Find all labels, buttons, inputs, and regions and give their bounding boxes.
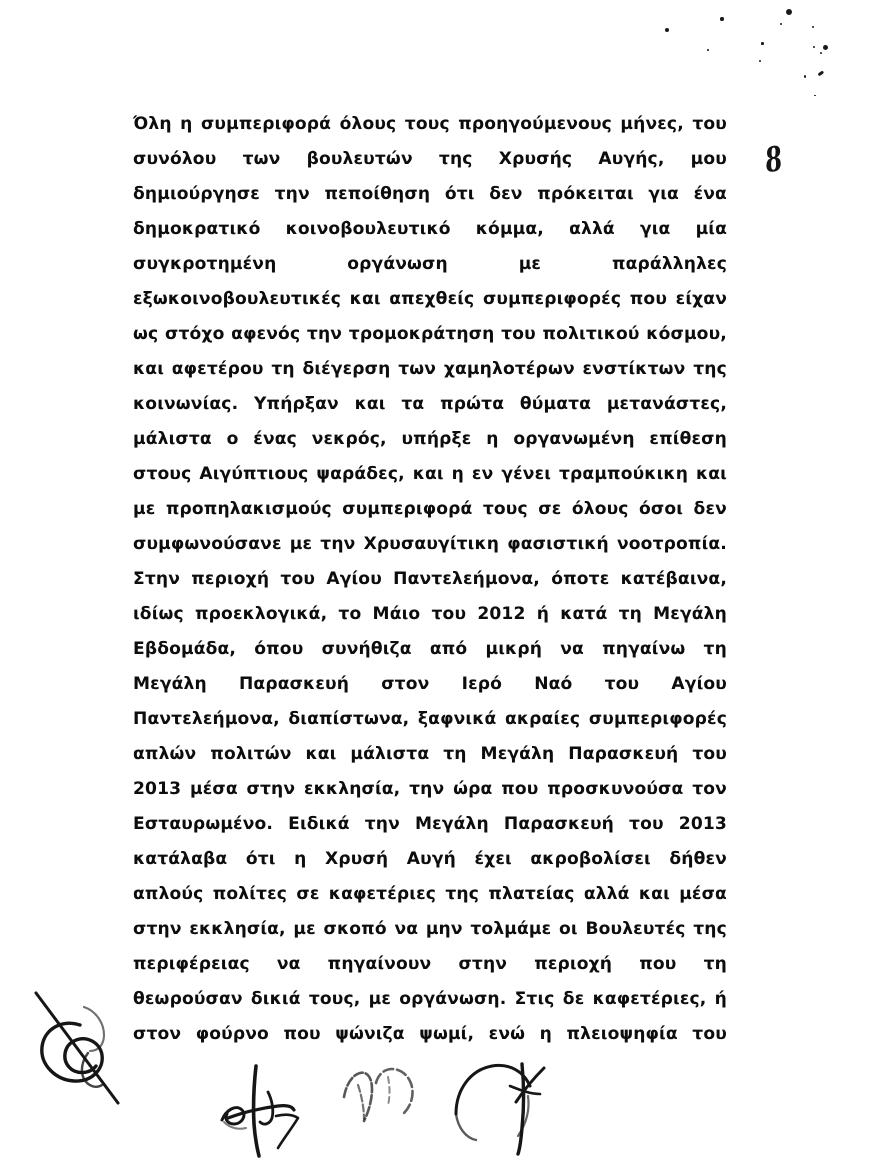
signature-stroke bbox=[254, 1066, 259, 1156]
signature-center-three bbox=[450, 1058, 560, 1158]
text-line bbox=[133, 317, 727, 352]
text-word: Εβδομάδα, bbox=[133, 639, 237, 659]
text-word: τον bbox=[692, 779, 727, 799]
signature-center-two bbox=[338, 1063, 434, 1141]
document-body-text bbox=[133, 107, 727, 1052]
text-word: περιοχή bbox=[191, 569, 270, 589]
text-word: ενώ bbox=[488, 1024, 526, 1044]
text-word: της bbox=[438, 149, 473, 169]
noise-speck bbox=[665, 28, 669, 32]
text-word: την bbox=[320, 534, 356, 554]
signature-diagonal-stroke bbox=[36, 993, 118, 1103]
text-word: της bbox=[693, 359, 727, 379]
text-word: η bbox=[180, 114, 193, 134]
text-word: η bbox=[294, 849, 307, 869]
text-word: Αυγή bbox=[406, 849, 456, 869]
text-word: στην bbox=[133, 919, 182, 939]
text-word: ο bbox=[226, 429, 239, 449]
text-word: που bbox=[501, 779, 539, 799]
text-word: 2013 bbox=[133, 779, 182, 799]
text-word: μην bbox=[425, 919, 463, 939]
text-word: προσκυνούσα bbox=[547, 779, 684, 799]
text-word: ψωμί, bbox=[419, 1024, 475, 1044]
text-word: χαμηλοτέρων bbox=[443, 359, 575, 379]
text-word: που bbox=[283, 1024, 321, 1044]
text-word: Υπήρξαν bbox=[254, 394, 339, 414]
signature-stroke bbox=[82, 1053, 102, 1087]
text-word: ψώνιζα bbox=[335, 1024, 405, 1044]
noise-speck bbox=[814, 95, 816, 96]
text-word: σε bbox=[296, 884, 320, 904]
text-word: το bbox=[338, 604, 362, 624]
signature-stroke bbox=[222, 1108, 244, 1124]
signature-stroke bbox=[516, 1068, 544, 1102]
noise-speck bbox=[813, 46, 815, 48]
text-word: Μεγάλη bbox=[480, 744, 555, 764]
text-word: συνόλου bbox=[133, 149, 217, 169]
text-word: να bbox=[560, 639, 584, 659]
text-word: με bbox=[293, 919, 316, 939]
text-word: προεκλογικά, bbox=[195, 604, 328, 624]
text-word: με bbox=[518, 254, 542, 274]
text-word: αφετέρου bbox=[171, 359, 264, 379]
text-line bbox=[133, 947, 727, 982]
text-word: της bbox=[693, 919, 727, 939]
text-word: μικρή bbox=[485, 639, 543, 659]
text-word: δεν bbox=[489, 184, 523, 204]
text-word: ή bbox=[714, 989, 727, 1009]
text-line bbox=[133, 247, 727, 282]
signature-stroke bbox=[388, 1077, 390, 1105]
text-word: πλειοψηφία bbox=[566, 1024, 678, 1044]
text-word: ενστίκτων bbox=[582, 359, 686, 379]
text-word: για bbox=[639, 219, 671, 239]
noise-speck bbox=[820, 52, 822, 54]
text-word: μία bbox=[695, 219, 727, 239]
noise-speck bbox=[804, 75, 806, 78]
text-word: η bbox=[451, 464, 464, 484]
text-word: είχαν bbox=[675, 289, 727, 309]
text-word: στην bbox=[458, 954, 508, 974]
text-word: συμπεριφορά bbox=[200, 114, 332, 134]
signature-stroke bbox=[456, 1114, 476, 1140]
text-word: ακροβολίσει bbox=[530, 849, 651, 869]
text-line bbox=[133, 177, 727, 212]
text-word: 2013 bbox=[678, 814, 727, 834]
text-word: ξαφνικά bbox=[417, 709, 497, 729]
text-line bbox=[133, 387, 727, 422]
signature-stroke bbox=[344, 1073, 372, 1121]
text-line bbox=[133, 527, 727, 562]
signature-stroke bbox=[42, 1023, 102, 1081]
text-word: τη bbox=[271, 359, 295, 379]
text-word: τη bbox=[443, 744, 467, 764]
text-word: και bbox=[349, 289, 381, 309]
text-word: τους bbox=[404, 114, 450, 134]
noise-speck bbox=[786, 9, 792, 15]
text-word: απεχθείς bbox=[389, 289, 475, 309]
text-word: υπήρξε bbox=[401, 429, 472, 449]
text-word: όλους bbox=[571, 499, 629, 519]
text-word: του bbox=[604, 674, 640, 694]
text-word: Αγίου bbox=[326, 569, 382, 589]
text-word: στην bbox=[246, 779, 296, 799]
text-word: Αγίου bbox=[671, 674, 727, 694]
text-word: Ειδικά bbox=[288, 814, 350, 834]
text-word: να bbox=[276, 954, 301, 974]
text-word: δημιούργησε bbox=[133, 184, 260, 204]
text-line bbox=[133, 632, 727, 667]
text-line bbox=[133, 212, 727, 247]
text-word: ή bbox=[536, 604, 550, 624]
noise-speck bbox=[759, 60, 761, 62]
text-line bbox=[133, 597, 727, 632]
text-word: κατέβαινα, bbox=[620, 569, 727, 589]
text-word: ως bbox=[133, 324, 159, 344]
text-word: εξωκοινοβουλευτικές bbox=[133, 289, 342, 309]
text-word: Όλη bbox=[133, 114, 172, 134]
text-word: δικιά bbox=[250, 989, 301, 1009]
text-line bbox=[133, 492, 727, 527]
text-word: πρώτα bbox=[440, 394, 505, 414]
text-word: και bbox=[354, 394, 386, 414]
text-word: καφετέριες bbox=[328, 884, 437, 904]
signature-center-one bbox=[214, 1062, 326, 1162]
text-word: Παρασκευή bbox=[238, 674, 350, 694]
text-line bbox=[133, 667, 727, 702]
text-word: και bbox=[695, 464, 727, 484]
noise-speck bbox=[780, 23, 782, 25]
text-word: συμπεριφορές bbox=[482, 289, 622, 309]
text-line bbox=[133, 107, 727, 142]
text-line bbox=[133, 842, 727, 877]
text-word: Παρασκευή bbox=[503, 814, 614, 834]
text-word: ιδίως bbox=[133, 604, 184, 624]
signature-stroke bbox=[276, 1115, 298, 1148]
noise-speck bbox=[707, 49, 709, 51]
text-word: Ναό bbox=[534, 674, 573, 694]
text-word: που bbox=[629, 289, 668, 309]
text-line bbox=[133, 457, 727, 492]
signature-stroke bbox=[456, 1065, 530, 1114]
text-word: Βουλευτές bbox=[585, 919, 686, 939]
text-word: βουλευτών bbox=[306, 149, 413, 169]
text-word: συγκροτημένη bbox=[133, 254, 277, 274]
text-word: διέγερση bbox=[302, 359, 391, 379]
text-word: η bbox=[539, 1024, 552, 1044]
text-word: μέσα bbox=[679, 884, 727, 904]
text-word: του bbox=[692, 744, 727, 764]
text-word: 2012 bbox=[477, 604, 526, 624]
text-word: οργανωμένη bbox=[513, 429, 635, 449]
text-word: προπηλακισμούς bbox=[165, 499, 332, 519]
text-word: μήνες, bbox=[620, 114, 684, 134]
text-word: και bbox=[305, 744, 337, 764]
text-word: εκκλησία, bbox=[303, 779, 401, 799]
signature-stroke bbox=[224, 1122, 246, 1129]
text-word: πηγαίνουν bbox=[327, 954, 432, 974]
text-word: φούρνο bbox=[195, 1024, 269, 1044]
text-word: πολίτες bbox=[212, 884, 288, 904]
signature-stroke bbox=[358, 1085, 364, 1119]
text-word: μέσα bbox=[189, 779, 238, 799]
text-word: Χρυσής bbox=[498, 149, 573, 169]
text-word: ένα bbox=[693, 184, 727, 204]
text-word: πλατείας bbox=[488, 884, 575, 904]
text-word: συμπεριφορά bbox=[342, 499, 473, 519]
text-word: του bbox=[280, 569, 316, 589]
text-word: καφετέριες, bbox=[592, 989, 707, 1009]
text-line bbox=[133, 702, 727, 737]
text-word: Χρυσαυγίτικη bbox=[363, 534, 500, 554]
text-word: Στις bbox=[514, 989, 555, 1009]
signature-stroke bbox=[84, 1007, 104, 1051]
text-line bbox=[133, 877, 727, 912]
text-word: ότι bbox=[444, 184, 475, 204]
text-word: νεκρός, bbox=[311, 429, 387, 449]
text-word: δήθεν bbox=[669, 849, 727, 869]
text-word: απλούς bbox=[133, 884, 204, 904]
text-word: Χρυσή bbox=[325, 849, 389, 869]
text-word: τρομοκράτηση bbox=[348, 324, 495, 344]
text-word: τη bbox=[703, 954, 727, 974]
text-word: φασιστική bbox=[507, 534, 609, 554]
text-word: στον bbox=[381, 674, 430, 694]
text-word: που bbox=[639, 954, 677, 974]
text-line bbox=[133, 737, 727, 772]
text-word: όποτε bbox=[551, 569, 610, 589]
text-word: και bbox=[412, 464, 444, 484]
text-word: των bbox=[242, 149, 281, 169]
text-word: στους bbox=[133, 464, 192, 484]
text-word: πολιτών bbox=[210, 744, 292, 764]
text-word: του bbox=[629, 814, 664, 834]
text-word: ακραίες bbox=[504, 709, 581, 729]
noise-speck bbox=[761, 42, 764, 45]
text-word: για bbox=[648, 184, 679, 204]
text-word: περιοχή bbox=[534, 954, 613, 974]
text-word: όσοι bbox=[639, 499, 684, 519]
text-word: τους bbox=[482, 499, 528, 519]
text-word: του bbox=[692, 114, 727, 134]
text-word: θύματα bbox=[519, 394, 592, 414]
text-word: δε bbox=[562, 989, 585, 1009]
text-word: η bbox=[486, 429, 499, 449]
text-word: και bbox=[133, 359, 164, 379]
handwritten-page-number: 8 bbox=[762, 139, 786, 181]
text-word: εν bbox=[471, 464, 494, 484]
text-word: οι bbox=[559, 919, 578, 939]
text-word: τα bbox=[401, 394, 425, 414]
noise-speck bbox=[720, 17, 724, 21]
noise-speck bbox=[812, 26, 814, 28]
text-word: σκοπό bbox=[323, 919, 387, 939]
text-word: Αυγής, bbox=[598, 149, 665, 169]
text-word: Στην bbox=[133, 569, 180, 589]
text-word: κατά bbox=[560, 604, 608, 624]
text-word: αλλά bbox=[583, 884, 630, 904]
signature-stroke bbox=[518, 1064, 524, 1154]
text-line bbox=[133, 807, 727, 842]
text-word: γένει bbox=[501, 464, 552, 484]
text-word: πεποίθηση bbox=[324, 184, 431, 204]
text-word: των bbox=[398, 359, 437, 379]
text-line bbox=[133, 562, 727, 597]
text-word: σε bbox=[538, 499, 562, 519]
signature-stroke bbox=[260, 1092, 273, 1124]
signature-stroke bbox=[518, 1096, 529, 1136]
text-word: πηγαίνω bbox=[602, 639, 686, 659]
text-word: από bbox=[429, 639, 468, 659]
text-word: έχει bbox=[474, 849, 512, 869]
text-word: κόσμου, bbox=[646, 324, 727, 344]
text-word: του bbox=[692, 1024, 727, 1044]
text-word: την bbox=[306, 324, 343, 344]
text-line bbox=[133, 982, 727, 1017]
signature-stroke bbox=[228, 1106, 294, 1118]
text-word: τολμάμε bbox=[470, 919, 552, 939]
text-word: να bbox=[394, 919, 419, 939]
text-word: δεν bbox=[693, 499, 727, 519]
text-word: συμπεριφορές bbox=[588, 709, 727, 729]
text-line bbox=[133, 142, 727, 177]
text-line bbox=[133, 282, 727, 317]
text-word: κοινωνίας. bbox=[133, 394, 239, 414]
text-word: Παντελεήμονα, bbox=[393, 569, 540, 589]
text-word: ένας bbox=[253, 429, 297, 449]
text-word: κοινοβουλευτικό bbox=[285, 219, 451, 239]
text-word: νοοτροπία. bbox=[617, 534, 727, 554]
text-word: τη bbox=[703, 639, 727, 659]
text-word: Μάιο bbox=[372, 604, 421, 624]
text-word: μετανάστες, bbox=[606, 394, 727, 414]
text-line bbox=[133, 912, 727, 947]
text-word: με bbox=[133, 499, 156, 519]
text-word: δημοκρατικό bbox=[133, 219, 261, 239]
text-word: διαπίστωνα, bbox=[288, 709, 410, 729]
text-word: στον bbox=[133, 1024, 182, 1044]
text-word: απλών bbox=[133, 744, 197, 764]
text-word: Αιγύπτιους bbox=[199, 464, 309, 484]
text-word: μάλιστα bbox=[133, 429, 212, 449]
text-word: Παντελεήμονα, bbox=[133, 709, 280, 729]
text-word: Μεγάλη bbox=[653, 604, 727, 624]
text-word: προηγούμενους bbox=[458, 114, 612, 134]
text-word: τους, bbox=[308, 989, 361, 1009]
text-word: ώρα bbox=[453, 779, 493, 799]
text-word: αλλά bbox=[569, 219, 615, 239]
text-word: όπου bbox=[254, 639, 304, 659]
text-word: την bbox=[409, 779, 445, 799]
text-word: ψαράδες, bbox=[316, 464, 405, 484]
text-word: Μεγάλη bbox=[415, 814, 489, 834]
text-word: Μεγάλη bbox=[133, 674, 207, 694]
text-word: συνήθιζα bbox=[321, 639, 412, 659]
text-word: Παρασκευή bbox=[568, 744, 679, 764]
text-word: κόμμα, bbox=[475, 219, 544, 239]
noise-speck bbox=[818, 71, 824, 77]
signature-stroke bbox=[510, 1086, 540, 1094]
text-word: πολιτικού bbox=[542, 324, 640, 344]
text-word: ότι bbox=[245, 849, 276, 869]
text-line bbox=[133, 352, 727, 387]
text-word: περιφέρειας bbox=[133, 954, 250, 974]
text-word: κατάλαβα bbox=[133, 849, 228, 869]
text-word: και bbox=[638, 884, 670, 904]
text-word: της bbox=[445, 884, 480, 904]
text-word: του bbox=[431, 604, 467, 624]
text-line bbox=[133, 422, 727, 457]
text-word: τη bbox=[618, 604, 642, 624]
text-word: στόχο bbox=[164, 324, 225, 344]
text-word: τραμπούκικη bbox=[558, 464, 689, 484]
text-word: την bbox=[274, 184, 310, 204]
text-word: θεωρούσαν bbox=[133, 989, 243, 1009]
text-word: παράλληλες bbox=[611, 254, 727, 274]
text-word: αφενός bbox=[231, 324, 301, 344]
text-word: οργάνωση bbox=[347, 254, 448, 274]
noise-speck bbox=[823, 45, 828, 50]
text-word: με bbox=[368, 989, 391, 1009]
text-word: Ιερό bbox=[461, 674, 503, 694]
text-word: μάλιστα bbox=[350, 744, 430, 764]
text-word: του bbox=[501, 324, 536, 344]
text-word: επίθεση bbox=[649, 429, 727, 449]
text-word: συμφωνούσανε bbox=[133, 534, 282, 554]
signature-stroke bbox=[376, 1069, 413, 1113]
text-word: με bbox=[289, 534, 313, 554]
text-word: Εσταυρωμένο. bbox=[133, 814, 274, 834]
text-word: πρόκειται bbox=[537, 184, 634, 204]
text-word: οργάνωση. bbox=[399, 989, 507, 1009]
text-word: την bbox=[364, 814, 400, 834]
text-line bbox=[133, 1017, 727, 1052]
text-line bbox=[133, 772, 727, 807]
text-word: εκκλησία, bbox=[189, 919, 286, 939]
text-word: μου bbox=[690, 149, 727, 169]
text-word: όλους bbox=[339, 114, 397, 134]
